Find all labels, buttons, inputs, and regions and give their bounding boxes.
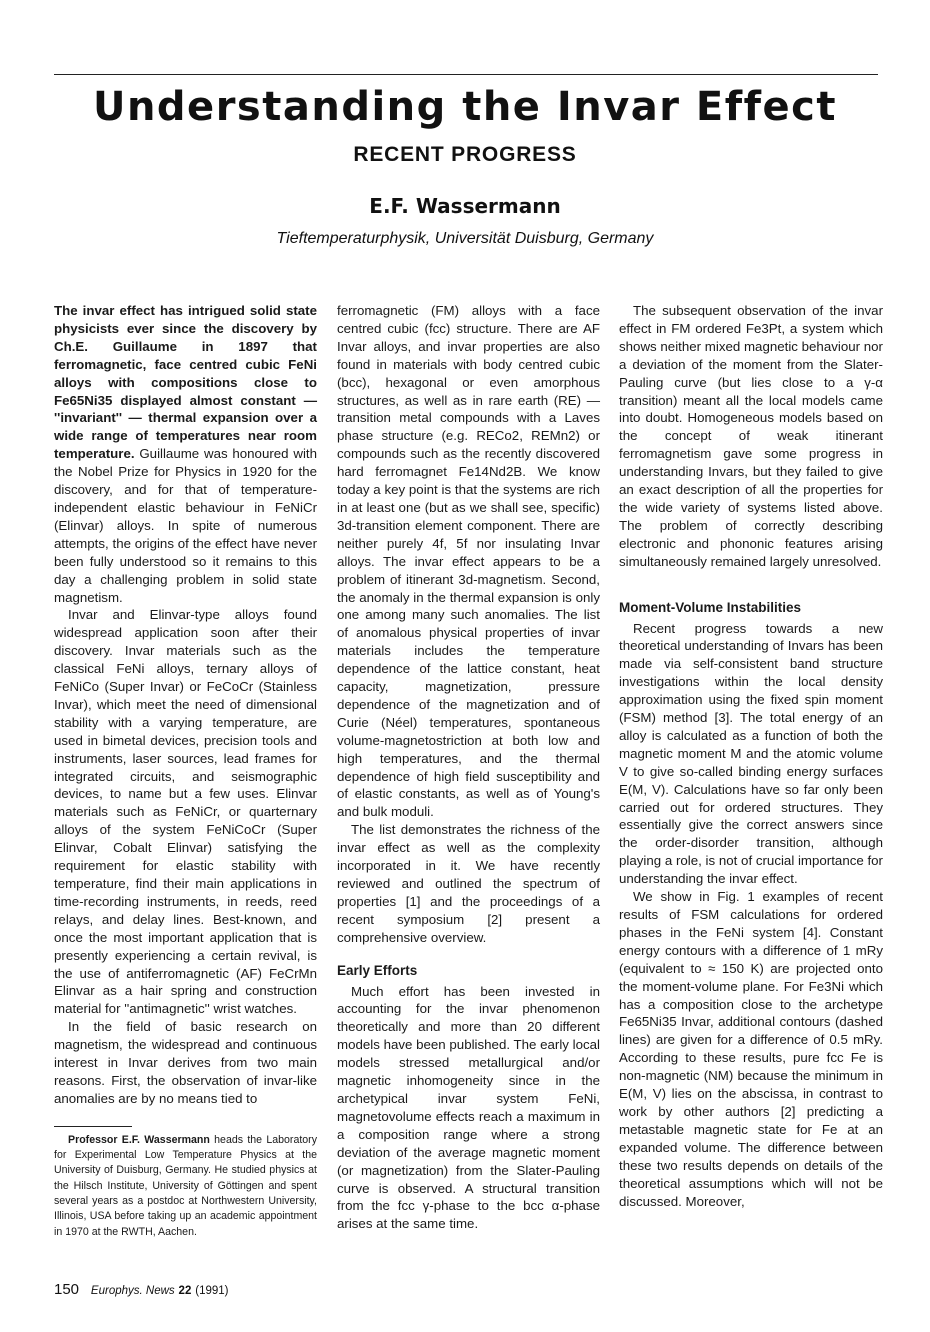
paragraph: Much effort has been invested in accounting for the invar phenomenon theoretically and more than 20 different models have been published. The early local models stressed metallurgical and/or magnetic inhomogeneity since in the archetypical invar system FeNi, magnetovolume effects reach a maximum in a composition range where a strong deviation of the average magnetic moment (or magnetization) from the Slater-Pauling curve is observed. A structural transition from the fcc γ-phase to the bcc α-phase arises at the same time. <box>337 983 600 1232</box>
lead-rest-text: Guillaume was honoured with the Nobel Prize for Physics in 1920 for the discovery, and for that of temperature-independent elastic behaviour in FeNiCr (Elinvar) alloys. In spite of numerous attempts, the origins of the effect have never been fully understood so it remains to this day a challenging problem in solid state magnetism. <box>54 446 317 605</box>
top-rule <box>54 74 878 75</box>
column-3 <box>619 302 883 1210</box>
bio-name: Professor E.F. Wassermann <box>68 1133 210 1146</box>
paragraph: Invar and Elinvar-type alloys found widespread application soon after their discovery. Invar materials such as the classical FeNi alloys, ternary alloys of FeNiCo (Super Invar) or FeCoCr (Stainless Invar), which meet the need of dimensional stability with a varying temperature, are used in bimetal devices, precision tools and instruments, laser sources, lead frames for integrated circuits, and seismographic devices, to name but a few uses. Elinvar materials such as FeNiCr, or quarternary alloys of the system FeNiCoCr (Super Elinvar, Cobalt Elinvar) satisfying the requirement for elastic stability with temperature, find their main applications in time-recording instruments, in reeds, reed relays, and delay lines. Best-known, and once the most important application that is presently experiencing a certain revival, is the use of antiferromagnetic (AF) FeCrMn Elinvar as a hair spring and construction material for ''antimagnetic'' wrist watches. <box>54 607 317 1017</box>
bio-text: heads the Laboratory for Experimental Low Temperature Physics at the University of Duisburg, Germany. He studied physics at the Hilsch Institute, University of Göttingen and spent several years as a postdoc at Northwestern University, Illinois, USA before taking up an academic appointment in 1970 at the RWTH, Aachen. <box>54 1133 317 1238</box>
section-heading: Moment-Volume Instabilities <box>619 599 802 615</box>
section-heading: Early Efforts <box>337 962 418 978</box>
author-bio <box>54 1133 317 1240</box>
journal-volume: 22 <box>178 1285 192 1297</box>
paragraph: The subsequent observation of the invar effect in FM ordered Fe3Pt, a system which shows neither mixed magnetic behaviour nor a deviation of the moment from the Slater-Pauling curve (but lies close to a γ-α transition) meant all the local models came into doubt. Homogeneous models based on the concept of weak itinerant ferromagnetism gave some progress in understanding Invars, but they failed to give an exact description of all the properties for the wide variety of systems listed above. The problem of correctly describing electronic and phononic features arising simultaneously remained largely unresolved. <box>619 303 883 569</box>
author-name: E.F. Wassermann <box>369 194 561 218</box>
page-footer <box>54 1281 228 1298</box>
paragraph: ferromagnetic (FM) alloys with a face centred cubic (fcc) structure. There are AF Invar alloys, and invar properties are also found in materials with body centred cubic (bcc), hexagonal or even amorphous structures, as well as in rare earth (RE) — transition metal compounds with a Laves phase structure (e.g. RECo2, REMn2) or compounds such as the recently discovered hard ferromagnet Fe14Nd2B. We know today a key point is that the systems are rich in at least one (but as we shall see, specific) 3d-transition element component. There are neither purely 4f, 5f nor insulating Invar alloys. The invar effect appears to be a problem of itinerant 3d-magnetism. Second, the anomaly in the thermal expansion is only one among many such anomalies. The list of anomalous physical properties of invar materials includes the temperature dependence of the lattice constant, heat capacity, magnetization, pressure dependence of the magnetization and of Curie (Néel) temperatures, spontaneous volume-magnetostriction at both low and high temperatures, and the thermal dependence of high field susceptibility and of elastic constants, as well as of Young's and bulk moduli. <box>337 303 600 820</box>
article-subtitle: RECENT PROGRESS <box>353 143 577 166</box>
lead-paragraph <box>54 302 317 606</box>
paragraph: In the field of basic research on magnetism, the widespread and continuous interest in Invar derives from two main reasons. First, the observation of invar-like anomalies are by no means tied to <box>54 1019 317 1106</box>
column-2 <box>337 302 600 1233</box>
article-title: Understanding the Invar Effect <box>92 84 838 130</box>
paragraph: Recent progress towards a new theoretical understanding of Invars has been made via self-consistent band structure investigations within the local density approximation using the fixed spin moment (FSM) method [3]. The total energy of an alloy is calculated as a function of both the magnetic moment M and the atomic volume V to give so-called binding energy surfaces E(M, V). Calculations have so far only been carried out for ordered structures. They essentially give the correct answers since the order-disorder transition, although playing a role, is not of crucial importance for understanding the invar effect. <box>619 620 883 887</box>
paragraph: The list demonstrates the richness of the invar effect as well as the complexity incorporated in it. We have recently reviewed and outlined the spectrum of properties [1] and the proceedings of a recent symposium [2] present a comprehensive overview. <box>337 822 600 945</box>
author-affiliation: Tieftemperaturphysik, Universität Duisburg, Germany <box>276 230 654 247</box>
journal-year: (1991) <box>195 1285 229 1297</box>
column-1 <box>54 302 317 1240</box>
lead-bold-text: The invar effect has intrigued solid state physicists ever since the discovery by Ch.E. Guillaume in 1897 that ferromagnetic, face centred cubic FeNi alloys with compositions close to Fe65Ni35 displayed almost constant — ''invariant'' — thermal expansion over a wide range of temperatures near room temperature. <box>54 303 317 462</box>
paragraph: We show in Fig. 1 examples of recent results of FSM calculations for ordered phases in the FeNi system [4]. Constant energy contours with a difference of 1 mRy (equivalent to ≈ 150 K) are projected onto the moment-volume plane. For Fe3Ni which has a composition close to the archetype Fe65Ni35 Invar, additional contours (dashed lines) are given for a difference of 0.5 mRy. According to these results, pure fcc Fe is non-magnetic (NM) because the minimum in E(M, V) lies on the abscissa, in contrast to work by other authors [2] predicting a metastable magnetic state for Fe at an expanded volume. The difference between these two results depends on details of the theoretical assumptions which will not be discussed. Moreover, <box>619 889 883 1209</box>
bio-divider <box>54 1126 132 1127</box>
page-number: 150 <box>54 1281 80 1298</box>
journal-name: Europhys. News <box>90 1285 175 1297</box>
